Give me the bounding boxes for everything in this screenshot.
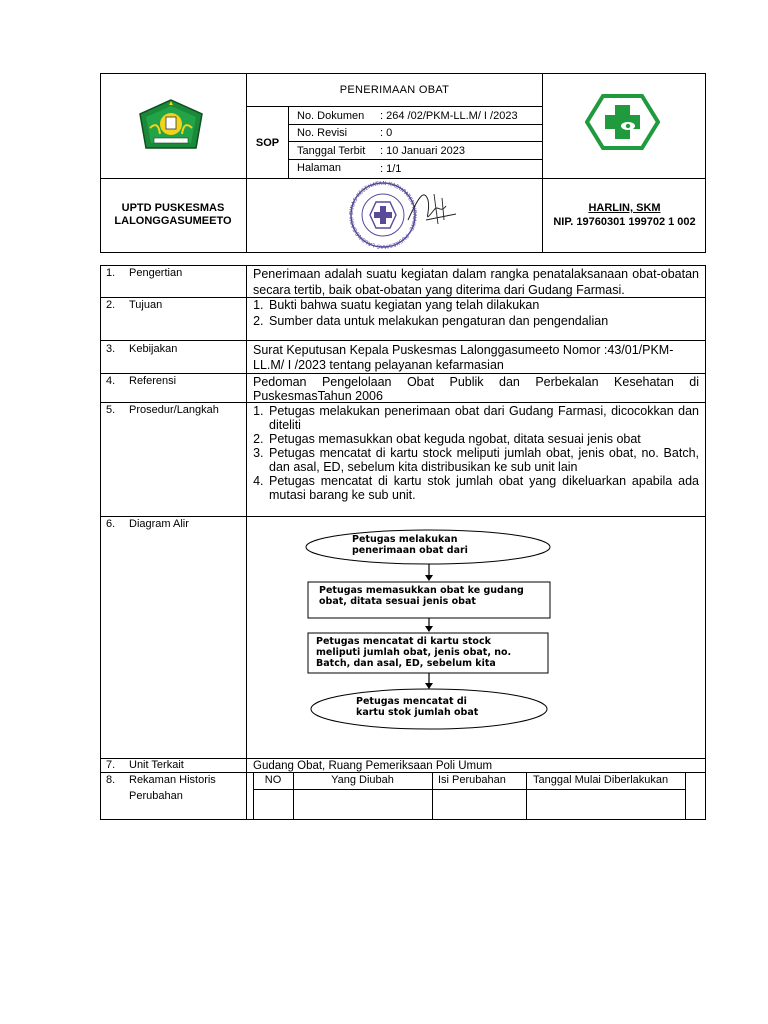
meta-value-doc: : 264 /02/PKM-LL.M/ I /2023: [380, 110, 518, 122]
divider: [100, 340, 706, 341]
flow-step2-text: Petugas memasukkan obat ke gudang obat, ditata sesuai jenis obat: [319, 585, 524, 607]
history-header-date: Tanggal Mulai Diberlakukan: [533, 774, 669, 786]
row-label: Tujuan: [129, 299, 163, 311]
row-label: Kebijakan: [129, 343, 178, 355]
org-name: [100, 202, 246, 228]
row-number: 8.: [106, 774, 116, 786]
row-number: 4.: [106, 375, 116, 387]
list-item: [267, 474, 699, 502]
referensi-text-2: PuskesmasTahun 2006: [253, 389, 383, 403]
meta-label-doc: No. Dokumen: [297, 110, 365, 122]
row-label: Referensi: [129, 375, 177, 387]
divider: [526, 772, 527, 820]
stamp-text: DINAS KESEHATAN KABUPATEN KONAWE · PUSKESMAS LALONGGASU: [348, 180, 418, 250]
document-title: PENERIMAAN OBAT: [339, 84, 450, 96]
sop-label: SOP: [255, 137, 280, 149]
step-line: mutasi barang ke sub unit.: [269, 488, 416, 502]
flow-step3-text: Petugas mencatat di kartu stock meliputi jumlah obat, jenis obat, no. Batch, dan asal, ED, sebelum kita: [316, 636, 512, 669]
pengertian-text-2: secara tertib, baik obat-obatan yang diterima dari Gudang Farmasi.: [253, 283, 625, 297]
kebijakan-text-1: Surat Keputusan Kepala Puskesmas Lalonggasumeeto Nomor :43/01/PKM-: [253, 343, 674, 357]
divider: [246, 73, 247, 253]
list-item: 1. Bukti bahwa suatu kegiatan yang telah dilakukan: [267, 298, 701, 312]
unit-terkait-text: Gudang Obat, Ruang Pemeriksaan Poli Umum: [253, 760, 493, 772]
row-number: 2.: [106, 299, 116, 311]
divider: [432, 772, 433, 820]
referensi-text-1: [253, 375, 699, 389]
meta-value-page: : 1/1: [380, 163, 402, 175]
row-number: 6.: [106, 518, 116, 530]
text-line: Pedoman Pengelolaan Obat Publik dan Perbekalan Kesehatan di: [253, 375, 699, 389]
org-name-line2: LALONGGASUMEETO: [114, 215, 232, 227]
text-line: Penerimaan adalah suatu kegiatan dalam rangka penatalaksanaan obat-obatan: [253, 267, 699, 281]
step-line: dan asal, ED, sebelum kita distribusikan ke sub unit lain: [269, 460, 578, 474]
row-label: Pengertian: [129, 267, 183, 279]
divider: [100, 373, 706, 374]
divider: [288, 106, 289, 178]
flowchart: [300, 525, 560, 755]
history-header-no: NO: [264, 774, 282, 786]
divider: [288, 141, 542, 142]
row-label: [129, 773, 216, 803]
meta-value-rev: : 0: [380, 127, 393, 139]
row-number: 1.: [106, 267, 116, 279]
divider: [288, 124, 542, 125]
meta-label-date: Tanggal Terbit: [297, 145, 366, 157]
history-header-content: Isi Perubahan: [438, 774, 506, 786]
history-header-changed: Yang Diubah: [331, 774, 394, 786]
step-line: diteliti: [269, 418, 301, 432]
signer-block: [543, 202, 706, 229]
prosedur-list: [251, 404, 699, 502]
official-stamp: [338, 180, 462, 250]
signer-nip: NIP. 19760301 199702 1 002: [553, 216, 696, 228]
row-number: 7.: [106, 759, 116, 771]
step-line: 1. Petugas melakukan penerimaan obat dari Gudang Farmasi, dicocokkan dan: [269, 404, 699, 418]
divider: [288, 159, 542, 160]
pengertian-text: [253, 267, 699, 281]
row-number: 5.: [106, 404, 116, 416]
divider: [246, 265, 247, 820]
step-line: 3. Petugas mencatat di kartu stock meliputi jumlah obat, jenis obat, no. Batch,: [269, 446, 699, 460]
meta-label-rev: No. Revisi: [297, 127, 348, 139]
flow-end-text: Petugas mencatat di kartu stok jumlah obat: [356, 696, 479, 718]
flow-start-text: Petugas melakukan penerimaan obat dari: [352, 534, 468, 556]
list-item: 2. Sumber data untuk melakukan pengaturan dan pengendalian: [267, 314, 701, 328]
label-line: Perubahan: [129, 790, 183, 802]
meta-value-date: : 10 Januari 2023: [380, 145, 466, 157]
step-line: 4. Petugas mencatat di kartu stok jumlah obat yang dikeluarkan apabila ada: [269, 474, 699, 488]
row-number: 3.: [106, 343, 116, 355]
step-line: 2. Petugas memasukkan obat keguda ngobat, ditata sesuai jenis obat: [269, 432, 641, 446]
label-line: Rekaman Historis: [129, 774, 216, 786]
regency-logo: [136, 98, 206, 154]
puskesmas-logo: [585, 94, 660, 150]
signer-name: HARLIN, SKM: [588, 202, 661, 214]
divider: [100, 178, 706, 179]
row-label: Diagram Alir: [129, 518, 189, 530]
list-item: [267, 432, 699, 446]
divider: [100, 516, 706, 517]
divider: [253, 789, 686, 790]
row-label: Prosedur/Langkah: [129, 404, 219, 416]
org-name-line1: UPTD PUSKESMAS: [121, 202, 225, 214]
row-label: Unit Terkait: [129, 759, 184, 771]
list-item: [267, 446, 699, 474]
kebijakan-text-2: LL.M/ I /2023 tentang pelayanan kefarmasian: [253, 358, 504, 372]
tujuan-list: [251, 298, 701, 328]
list-item: [267, 404, 699, 432]
divider: [246, 106, 542, 107]
meta-label-page: Halaman: [297, 162, 342, 174]
